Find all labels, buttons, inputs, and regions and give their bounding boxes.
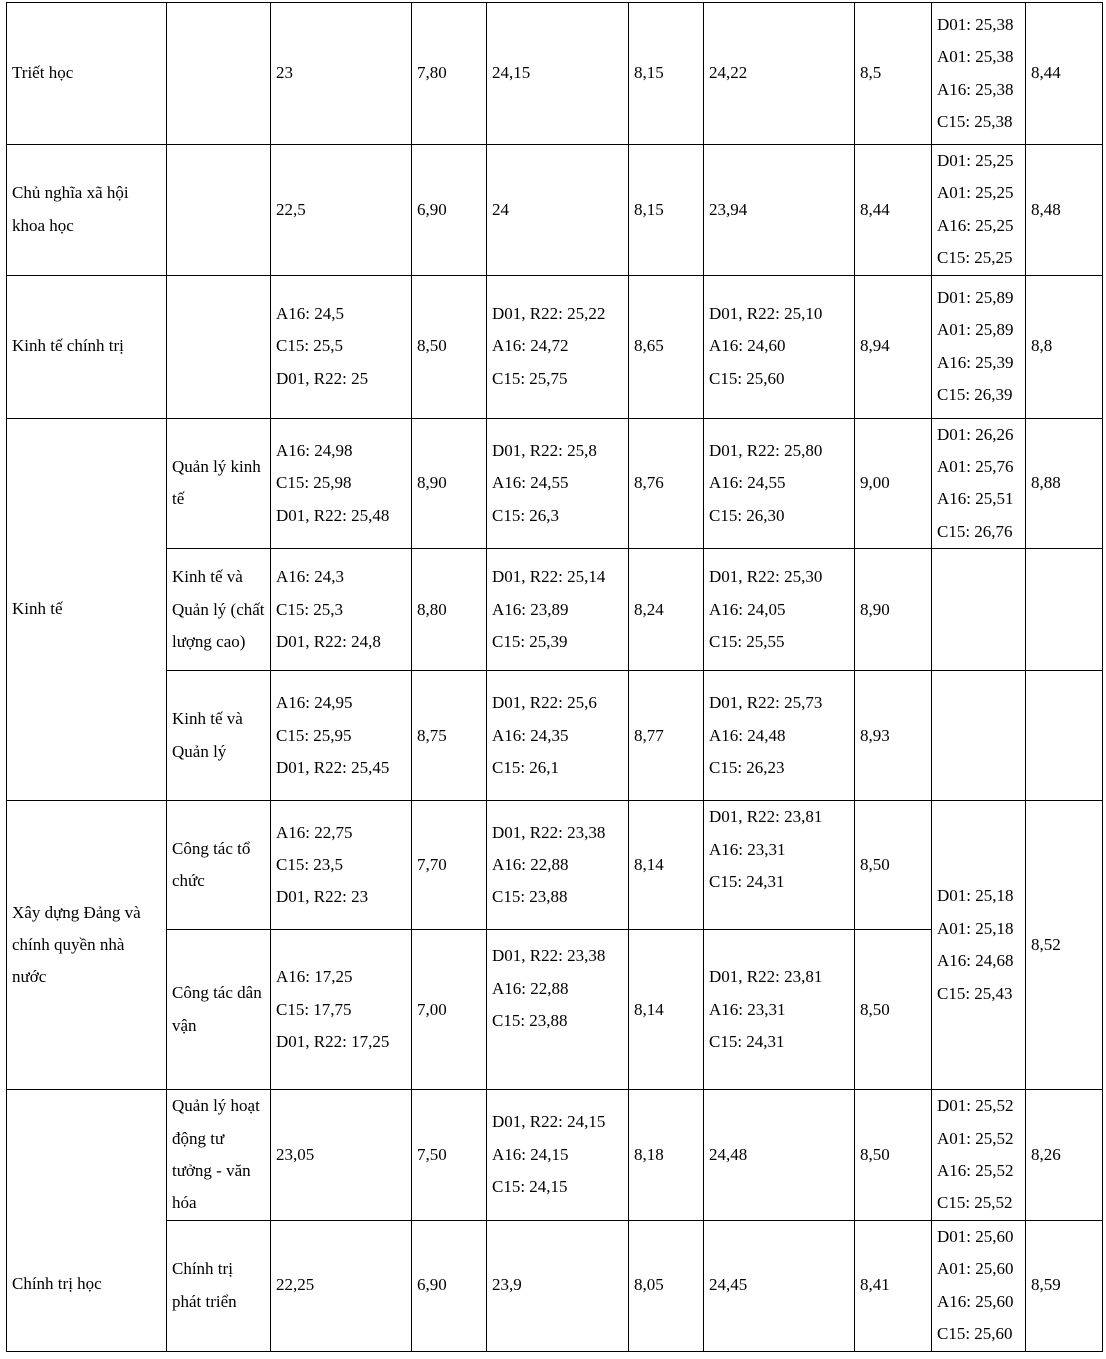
score-cell: 8,77: [629, 671, 704, 801]
score-cell: 8,65: [629, 275, 704, 418]
score-cell: 6,90: [412, 145, 487, 276]
score-cell: D01, R22: 25,22 A16: 24,72 C15: 25,75: [487, 275, 629, 418]
sub-major-cell: Chính trị phát triển: [167, 1220, 271, 1351]
score-cell: 24,45: [704, 1220, 855, 1351]
table-row: [7, 671, 1103, 801]
score-cell: [932, 549, 1026, 671]
score-cell: 7,50: [412, 1090, 487, 1221]
score-cell: D01, R22: 23,38 A16: 22,88 C15: 23,88: [487, 801, 629, 930]
score-cell: 8,44: [855, 145, 932, 276]
score-cell: D01, R22: 23,81 A16: 23,31 C15: 24,31: [704, 930, 855, 1090]
score-cell: 8,48: [1026, 145, 1103, 276]
sub-major-cell: Quản lý hoạt động tư tưởng - văn hóa: [167, 1090, 271, 1221]
major-cell: Chính trị học: [7, 1090, 167, 1351]
score-cell: 8,90: [412, 418, 487, 549]
table-row: [7, 418, 1103, 549]
score-cell: 8,26: [1026, 1090, 1103, 1221]
score-cell: 8,50: [855, 930, 932, 1090]
sub-major-cell: Kinh tế và Quản lý: [167, 671, 271, 801]
score-cell: A16: 24,5 C15: 25,5 D01, R22: 25: [271, 275, 412, 418]
score-cell: 23,9: [487, 1220, 629, 1351]
score-cell: 23: [271, 3, 412, 145]
score-cell: 8,24: [629, 549, 704, 671]
score-cell: D01, R22: 25,8 A16: 24,55 C15: 26,3: [487, 418, 629, 549]
major-cell: Kinh tế chính trị: [7, 275, 167, 418]
score-cell: D01, R22: 25,10 A16: 24,60 C15: 25,60: [704, 275, 855, 418]
score-cell: D01, R22: 23,81 A16: 23,31 C15: 24,31: [704, 801, 855, 930]
score-cell: A16: 24,3 C15: 25,3 D01, R22: 24,8: [271, 549, 412, 671]
score-cell: 8,15: [629, 3, 704, 145]
major-cell: Chủ nghĩa xã hội khoa học: [7, 145, 167, 276]
major-cell: Triết học: [7, 3, 167, 145]
score-cell: 8,52: [1026, 801, 1103, 1090]
score-cell: D01: 25,52 A01: 25,52 A16: 25,52 C15: 25,52: [932, 1090, 1026, 1221]
major-cell: Kinh tế: [7, 418, 167, 801]
score-cell: 8,14: [629, 930, 704, 1090]
table-row: [7, 549, 1103, 671]
score-cell: A16: 17,25 C15: 17,75 D01, R22: 17,25: [271, 930, 412, 1090]
score-cell: 8,41: [855, 1220, 932, 1351]
score-cell: D01, R22: 25,30 A16: 24,05 C15: 25,55: [704, 549, 855, 671]
sub-major-cell: Công tác dân vận: [167, 930, 271, 1090]
score-cell: 24: [487, 145, 629, 276]
sub-major-cell: Kinh tế và Quản lý (chất lượng cao): [167, 549, 271, 671]
score-cell: 23,94: [704, 145, 855, 276]
table-row: [7, 1090, 1103, 1221]
score-cell: 24,48: [704, 1090, 855, 1221]
score-cell: 9,00: [855, 418, 932, 549]
score-cell: 8,50: [855, 1090, 932, 1221]
score-cell: 8,14: [629, 801, 704, 930]
score-cell: D01: 25,60 A01: 25,60 A16: 25,60 C15: 25,60: [932, 1220, 1026, 1351]
major-cell: Xây dựng Đảng và chính quyền nhà nước: [7, 801, 167, 1090]
score-cell: 8,90: [855, 549, 932, 671]
score-cell: 23,05: [271, 1090, 412, 1221]
score-cell: 6,90: [412, 1220, 487, 1351]
sub-major-cell: Quản lý kinh tế: [167, 418, 271, 549]
score-cell: D01: 26,26 A01: 25,76 A16: 25,51 C15: 26,76: [932, 418, 1026, 549]
table-row: [7, 275, 1103, 418]
score-cell: 8,15: [629, 145, 704, 276]
sub-major-cell: Công tác tổ chức: [167, 801, 271, 930]
score-cell: A16: 24,95 C15: 25,95 D01, R22: 25,45: [271, 671, 412, 801]
table-row: [7, 3, 1103, 145]
score-cell: D01, R22: 24,15 A16: 24,15 C15: 24,15: [487, 1090, 629, 1221]
score-cell: D01, R22: 25,6 A16: 24,35 C15: 26,1: [487, 671, 629, 801]
score-cell: [1026, 671, 1103, 801]
score-cell: 8,05: [629, 1220, 704, 1351]
score-cell: D01: 25,18 A01: 25,18 A16: 24,68 C15: 25,43: [932, 801, 1026, 1090]
table-row: [7, 145, 1103, 276]
score-cell: 8,93: [855, 671, 932, 801]
score-table: [6, 2, 1103, 1352]
score-cell: 8,5: [855, 3, 932, 145]
score-cell: D01: 25,25 A01: 25,25 A16: 25,25 C15: 25,25: [932, 145, 1026, 276]
score-cell: 24,22: [704, 3, 855, 145]
score-cell: 22,25: [271, 1220, 412, 1351]
score-cell: 8,50: [855, 801, 932, 930]
score-cell: 22,5: [271, 145, 412, 276]
score-cell: D01: 25,89 A01: 25,89 A16: 25,39 C15: 26,39: [932, 275, 1026, 418]
table-row: [7, 801, 1103, 930]
sub-major-cell: [167, 275, 271, 418]
score-cell: 8,44: [1026, 3, 1103, 145]
score-cell: 7,70: [412, 801, 487, 930]
score-cell: 8,80: [412, 549, 487, 671]
score-cell: 7,80: [412, 3, 487, 145]
score-cell: 8,8: [1026, 275, 1103, 418]
score-cell: D01: 25,38 A01: 25,38 A16: 25,38 C15: 25,38: [932, 3, 1026, 145]
score-cell: 24,15: [487, 3, 629, 145]
table-row: [7, 1220, 1103, 1351]
score-cell: 7,00: [412, 930, 487, 1090]
sub-major-cell: [167, 3, 271, 145]
score-cell: 8,88: [1026, 418, 1103, 549]
score-cell: 8,50: [412, 275, 487, 418]
score-cell: 8,59: [1026, 1220, 1103, 1351]
score-cell: D01, R22: 23,38 A16: 22,88 C15: 23,88: [487, 930, 629, 1090]
score-cell: 8,94: [855, 275, 932, 418]
score-cell: D01, R22: 25,73 A16: 24,48 C15: 26,23: [704, 671, 855, 801]
score-cell: 8,75: [412, 671, 487, 801]
sub-major-cell: [167, 145, 271, 276]
score-cell: A16: 22,75 C15: 23,5 D01, R22: 23: [271, 801, 412, 930]
score-cell: D01, R22: 25,14 A16: 23,89 C15: 25,39: [487, 549, 629, 671]
score-cell: A16: 24,98 C15: 25,98 D01, R22: 25,48: [271, 418, 412, 549]
score-cell: [932, 671, 1026, 801]
score-cell: 8,18: [629, 1090, 704, 1221]
score-cell: [1026, 549, 1103, 671]
score-cell: 8,76: [629, 418, 704, 549]
score-cell: D01, R22: 25,80 A16: 24,55 C15: 26,30: [704, 418, 855, 549]
